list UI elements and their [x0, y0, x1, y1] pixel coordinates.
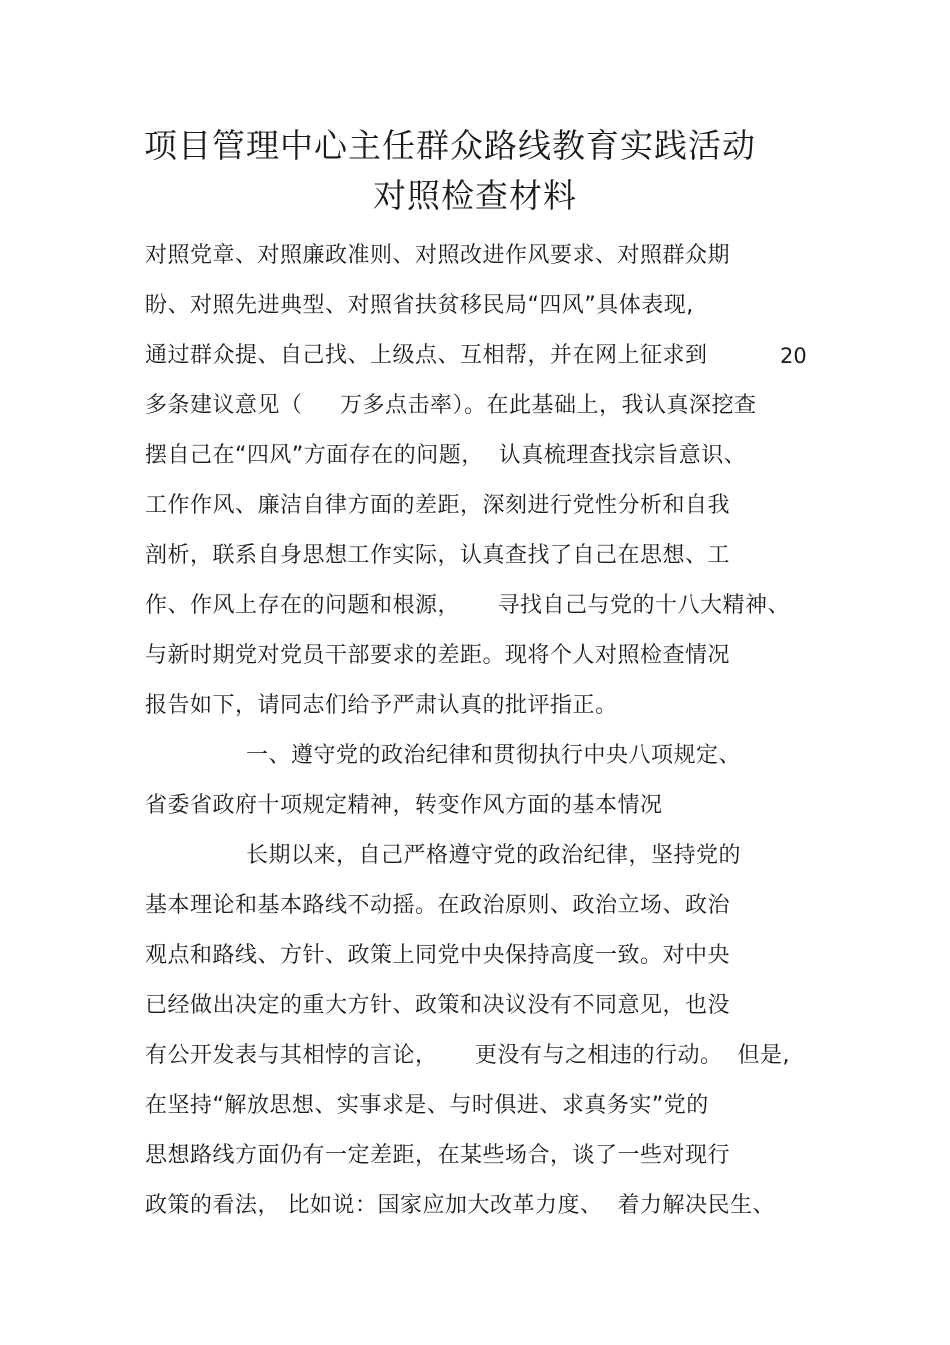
document-title-line-2: 对照检查材料: [373, 176, 577, 215]
body-line: 通过群众提、自己找、上级点、互相帮，并在网上征求到: [145, 343, 708, 368]
body-line: 思想路线方面仍有一定差距，在某些场合，谈了一些对现行: [145, 1143, 731, 1168]
body-line: 政策的看法， 比如说：国家应加大改革力度、 着力解决民生、: [145, 1193, 775, 1218]
body-line: 在坚持“解放思想、实事求是、与时俱进、求真务实”党的: [145, 1093, 709, 1118]
section-heading: 一、遵守党的政治纪律和贯彻执行中央八项规定、: [246, 743, 742, 768]
body-line: 报告如下，请同志们给予严肃认真的批评指正。: [145, 693, 618, 718]
body-line: 已经做出决定的重大方针、政策和决议没有不同意见，也没: [145, 993, 731, 1018]
body-line: 有公开发表与其相悖的言论， 更没有与之相违的行动。 但是,: [145, 1043, 790, 1068]
body-line: 摆自己在“四风”方面存在的问题， 认真梳理查找宗旨意识、: [145, 443, 747, 468]
body-line: 基本理论和基本路线不动摇。在政治原则、政治立场、政治: [145, 893, 731, 918]
document-title-line-1: 项目管理中心主任群众路线教育实践活动: [144, 126, 756, 165]
body-line: 盼、对照先进典型、对照省扶贫移民局“四风”具体表现,: [145, 293, 694, 318]
body-line: 工作作风、廉洁自律方面的差距，深刻进行党性分析和自我: [145, 493, 731, 518]
section-heading-continued: 省委省政府十项规定精神，转变作风方面的基本情况: [145, 793, 663, 818]
body-line: 作、作风上存在的问题和根源， 寻找自己与党的十八大精神、: [145, 593, 790, 618]
body-line: 剖析，联系自身思想工作实际，认真查找了自己在思想、工: [145, 543, 731, 568]
body-line: 对照党章、对照廉政准则、对照改进作风要求、对照群众期: [145, 243, 731, 268]
inline-number: 20: [780, 344, 807, 368]
body-line: 长期以来，自己严格遵守党的政治纪律，坚持党的: [246, 843, 742, 868]
body-line: 观点和路线、方针、政策上同党中央保持高度一致。对中央: [145, 943, 731, 968]
body-line: 与新时期党对党员干部要求的差距。现将个人对照检查情况: [145, 643, 731, 668]
body-line: 多条建议意见（ 万多点击率）。在此基础上，我认真深挖查: [145, 393, 757, 418]
